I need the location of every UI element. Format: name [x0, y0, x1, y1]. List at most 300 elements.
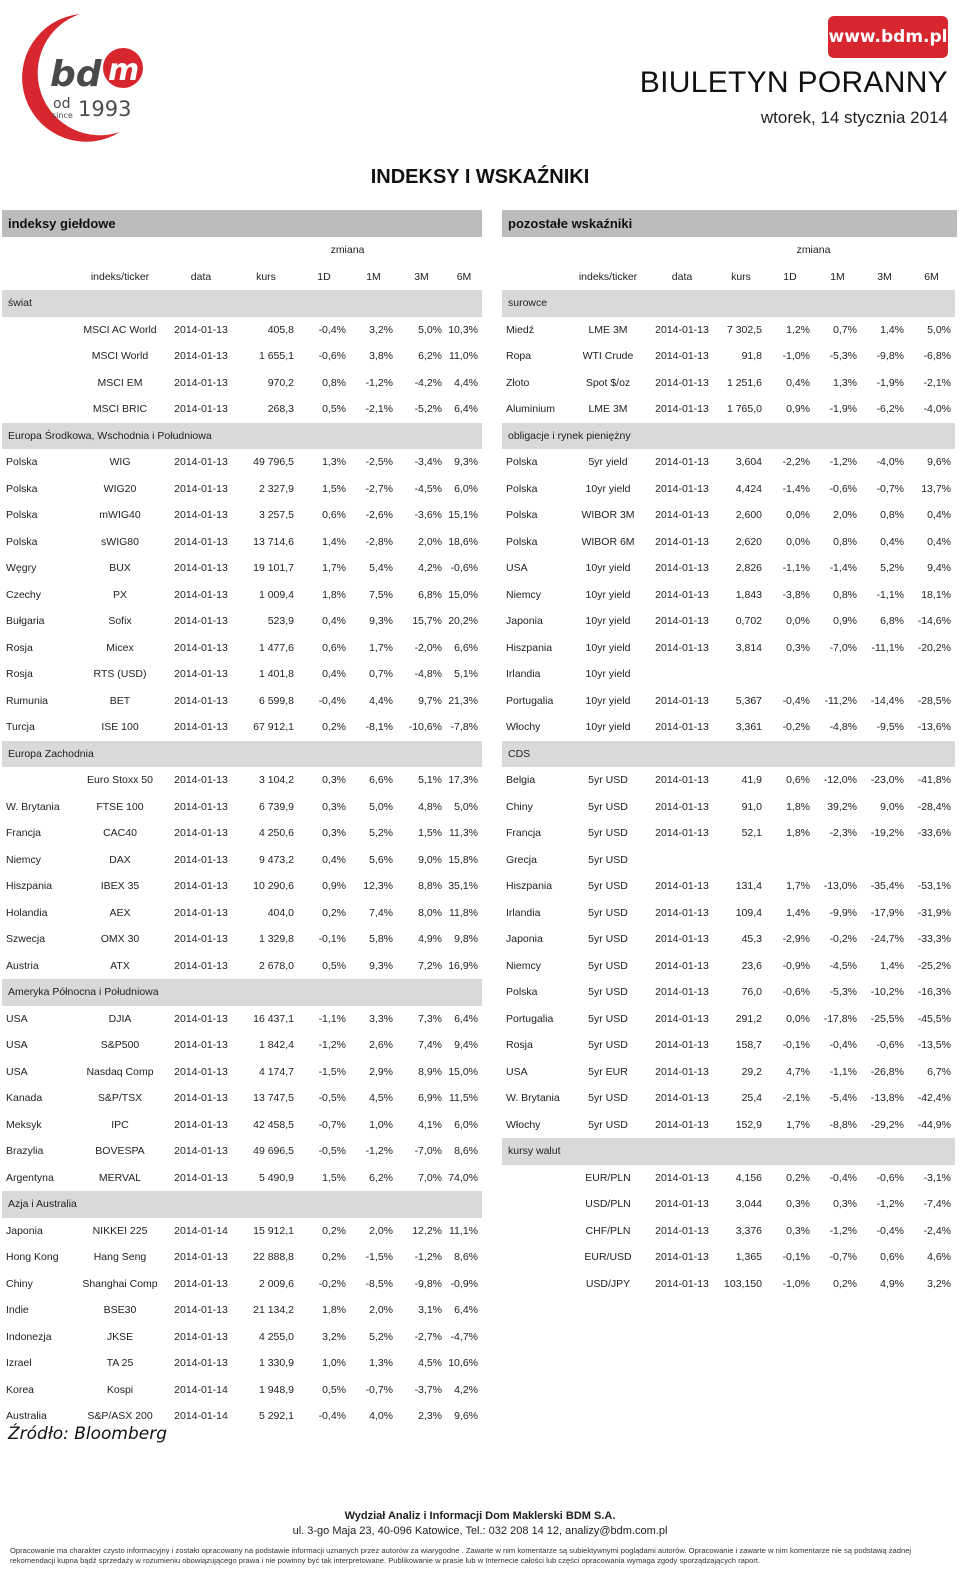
- table-row: [502, 555, 955, 582]
- price-cell: 3,361: [735, 721, 762, 734]
- table-row: [2, 582, 482, 609]
- country-cell: USA: [6, 1039, 28, 1052]
- ticker-cell: 5yr USD: [588, 880, 628, 893]
- change-1m-cell: -11,2%: [824, 694, 857, 707]
- change-3m-cell: -4,8%: [414, 668, 442, 681]
- ticker-cell: 5yr USD: [588, 933, 628, 946]
- ticker-cell: Sofix: [108, 615, 132, 628]
- change-6m-cell: 9,3%: [454, 456, 478, 469]
- change-6m-cell: 18,1%: [921, 588, 951, 601]
- ticker-cell: 5yr yield: [588, 456, 628, 469]
- table-row: [2, 767, 482, 794]
- price-cell: 1 765,0: [726, 403, 762, 416]
- change-6m-cell: 9,6%: [454, 1410, 478, 1423]
- date-cell: 2014-01-13: [655, 350, 709, 363]
- ticker-cell: EUR/USD: [584, 1251, 632, 1264]
- ticker-cell: LME 3M: [588, 323, 628, 336]
- change-1d-cell: 0,4%: [322, 668, 346, 681]
- price-cell: 6 739,9: [258, 800, 294, 813]
- date-cell: 2014-01-13: [174, 535, 228, 548]
- table-row: [2, 714, 482, 741]
- change-1d-cell: 0,5%: [322, 1383, 346, 1396]
- price-cell: [716, 661, 766, 688]
- price-cell: 291,2: [735, 1012, 762, 1025]
- change-1m-cell: 0,8%: [833, 588, 857, 601]
- country-cell: Portugalia: [506, 694, 554, 707]
- change-3m-cell: -3,6%: [414, 509, 442, 522]
- price-cell: 131,4: [735, 880, 762, 893]
- change-1m-cell: -1,5%: [365, 1251, 393, 1264]
- country-cell: [2, 396, 72, 423]
- change-3m-cell: -4,0%: [876, 456, 904, 469]
- price-cell: 16 437,1: [253, 1012, 294, 1025]
- change-1d-cell: 0,0%: [786, 509, 810, 522]
- category-row: [2, 290, 482, 317]
- change-3m-cell: -25,5%: [870, 1012, 904, 1025]
- change-3m-cell: 5,2%: [880, 562, 904, 575]
- change-1d-cell: 0,2%: [322, 1251, 346, 1264]
- country-cell: Indonezja: [6, 1330, 52, 1343]
- change-1m-cell: 12,3%: [363, 880, 393, 893]
- change-3m-cell: -1,1%: [876, 588, 904, 601]
- price-cell: 4,424: [735, 482, 762, 495]
- country-cell: Korea: [6, 1383, 35, 1396]
- date-cell: 2014-01-13: [655, 509, 709, 522]
- change-3m-cell: 7,3%: [418, 1012, 442, 1025]
- change-3m-cell: 6,2%: [418, 350, 442, 363]
- change-1d-cell: -2,9%: [782, 933, 810, 946]
- change-6m-cell: -2,4%: [923, 1224, 951, 1237]
- footer-company: Wydział Analiz i Informacji Dom Maklerski BDM S.A.: [344, 1510, 616, 1522]
- price-cell: 3 104,2: [258, 774, 294, 787]
- change-1d-cell: -0,5%: [318, 1145, 346, 1158]
- date-cell: 2014-01-13: [655, 1224, 709, 1237]
- date-cell: 2014-01-13: [174, 800, 228, 813]
- ticker-cell: 5yr USD: [588, 853, 628, 866]
- table-row: [2, 396, 482, 423]
- price-cell: 15 912,1: [253, 1224, 294, 1237]
- table-row: [2, 926, 482, 953]
- section-title: INDEKSY I WSKAŹNIKI: [370, 166, 590, 188]
- price-cell: 523,9: [267, 615, 294, 628]
- change-1m-cell: 0,7%: [369, 668, 393, 681]
- header-spacer: [648, 237, 716, 264]
- ticker-cell: 5yr USD: [588, 1118, 628, 1131]
- stock-indices-table: [2, 237, 482, 1430]
- table-row: [502, 1112, 955, 1139]
- bulletin-title: BIULETYN PORANNY: [639, 66, 948, 99]
- table-row: [2, 1006, 482, 1033]
- ticker-cell: 10yr yield: [585, 641, 631, 654]
- date-cell: [648, 847, 716, 874]
- table-row: [502, 1271, 955, 1298]
- date-cell: [648, 661, 716, 688]
- country-cell: Polska: [6, 482, 38, 495]
- price-cell: 405,8: [267, 323, 294, 336]
- change-1m-cell: 3,2%: [369, 323, 393, 336]
- date-cell: 2014-01-13: [655, 721, 709, 734]
- table-row: [502, 529, 955, 556]
- change-1m-cell: [814, 661, 861, 688]
- ticker-cell: 5yr USD: [588, 774, 628, 787]
- price-cell: 91,0: [741, 800, 762, 813]
- ticker-cell: MSCI BRIC: [92, 403, 148, 416]
- price-cell: 25,4: [741, 1092, 762, 1105]
- change-1d-cell: 1,7%: [322, 562, 346, 575]
- category-label: surowce: [502, 290, 955, 317]
- ticker-cell: 10yr yield: [585, 615, 631, 628]
- change-3m-cell: 5,0%: [418, 323, 442, 336]
- table-row: [502, 953, 955, 980]
- column-header: 1D: [783, 270, 797, 283]
- ticker-cell: Euro Stoxx 50: [87, 774, 153, 787]
- price-cell: 6 599,8: [258, 694, 294, 707]
- date-cell: 2014-01-13: [655, 906, 709, 919]
- column-header: data: [190, 270, 212, 283]
- change-3m-cell: -4,5%: [414, 482, 442, 495]
- change-1m-cell: 2,6%: [369, 1039, 393, 1052]
- change-3m-cell: -4,2%: [414, 376, 442, 389]
- category-row: [502, 423, 955, 450]
- country-cell: Meksyk: [6, 1118, 42, 1131]
- change-6m-cell: 13,7%: [921, 482, 951, 495]
- date-cell: 2014-01-13: [655, 1012, 709, 1025]
- table-row: [502, 1191, 955, 1218]
- category-row: [2, 1191, 482, 1218]
- change-6m-cell: 11,3%: [449, 827, 478, 840]
- ticker-cell: 10yr yield: [585, 588, 631, 601]
- other-indicators-table: [502, 237, 955, 1297]
- change-6m-cell: -28,4%: [917, 800, 951, 813]
- change-6m-cell: 0,4%: [927, 509, 951, 522]
- change-1m-cell: 9,3%: [369, 615, 393, 628]
- change-3m-cell: 7,4%: [418, 1039, 442, 1052]
- change-3m-cell: 4,8%: [418, 800, 442, 813]
- change-6m-cell: 11,0%: [449, 350, 478, 363]
- change-1m-cell: 5,2%: [369, 827, 393, 840]
- ticker-cell: CAC40: [103, 827, 137, 840]
- table-row: [502, 1059, 955, 1086]
- price-cell: 67 912,1: [253, 721, 294, 734]
- change-1d-cell: 0,3%: [322, 800, 346, 813]
- header-spacer: [716, 237, 766, 264]
- table-row: [2, 1350, 482, 1377]
- date-cell: 2014-01-13: [174, 1065, 228, 1078]
- change-6m-cell: 0,4%: [927, 535, 951, 548]
- table-row: [502, 1032, 955, 1059]
- country-cell: [502, 1218, 568, 1245]
- table-row: [502, 900, 955, 927]
- change-6m-cell: [908, 661, 955, 688]
- price-cell: 2,620: [735, 535, 762, 548]
- ticker-cell: 5yr USD: [588, 800, 628, 813]
- table-row: [2, 900, 482, 927]
- table-row: [2, 1244, 482, 1271]
- header-change-label: zmiana: [330, 244, 365, 257]
- table-row: [2, 1297, 482, 1324]
- change-3m-cell: 9,7%: [418, 694, 442, 707]
- price-cell: 49 696,5: [253, 1145, 294, 1158]
- country-cell: Francja: [6, 827, 42, 840]
- ticker-cell: WIG: [109, 456, 131, 469]
- ticker-cell: USD/JPY: [585, 1277, 631, 1290]
- country-cell: Rosja: [506, 1039, 533, 1052]
- ticker-cell: MSCI EM: [97, 376, 143, 389]
- change-1d-cell: -2,1%: [782, 1092, 810, 1105]
- country-cell: USA: [6, 1012, 28, 1025]
- table-row: [2, 661, 482, 688]
- date-cell: 2014-01-13: [655, 482, 709, 495]
- ticker-cell: JKSE: [106, 1330, 134, 1343]
- change-1m-cell: -13,0%: [823, 880, 857, 893]
- table-row: [502, 635, 955, 662]
- change-1d-cell: 1,4%: [786, 906, 810, 919]
- price-cell: 3 257,5: [258, 509, 294, 522]
- ticker-cell: 5yr USD: [588, 959, 628, 972]
- price-cell: 3,044: [735, 1198, 762, 1211]
- change-1d-cell: 0,3%: [322, 774, 346, 787]
- table-row: [2, 1112, 482, 1139]
- change-1m-cell: -2,7%: [365, 482, 393, 495]
- country-cell: Rumunia: [6, 694, 49, 707]
- ticker-cell: WTI Crude: [582, 350, 634, 363]
- change-6m-cell: 5,0%: [927, 323, 951, 336]
- change-6m-cell: 6,4%: [454, 403, 478, 416]
- change-6m-cell: -4,0%: [923, 403, 951, 416]
- change-1m-cell: 39,2%: [827, 800, 857, 813]
- table-row: [2, 1218, 482, 1245]
- ticker-cell: WIBOR 3M: [581, 509, 635, 522]
- change-3m-cell: -19,2%: [870, 827, 904, 840]
- price-cell: 76,0: [741, 986, 762, 999]
- ticker-cell: EUR/PLN: [585, 1171, 631, 1184]
- country-cell: Grecja: [506, 853, 537, 866]
- change-1m-cell: -2,1%: [365, 403, 393, 416]
- change-6m-cell: 15,8%: [448, 853, 478, 866]
- change-1m-cell: 3,8%: [369, 350, 393, 363]
- ticker-cell: BOVESPA: [95, 1145, 145, 1158]
- country-cell: Polska: [6, 456, 38, 469]
- table-row: [502, 476, 955, 503]
- country-cell: Japonia: [6, 1224, 43, 1237]
- change-1d-cell: 1,8%: [322, 1304, 346, 1317]
- date-cell: 2014-01-13: [655, 1092, 709, 1105]
- header-spacer: [908, 237, 955, 264]
- change-1d-cell: -0,4%: [318, 323, 346, 336]
- column-header: kurs: [256, 270, 276, 283]
- table-row: [502, 1218, 955, 1245]
- table-row: [502, 688, 955, 715]
- ticker-cell: NIKKEI 225: [92, 1224, 148, 1237]
- table-row: [502, 661, 955, 688]
- header-spacer: [72, 237, 168, 264]
- category-row: [2, 979, 482, 1006]
- country-cell: [502, 1244, 568, 1271]
- country-cell: [502, 1191, 568, 1218]
- change-6m-cell: -53,1%: [917, 880, 951, 893]
- change-1d-cell: 1,0%: [322, 1357, 346, 1370]
- price-cell: 3,814: [735, 641, 762, 654]
- price-cell: 13 747,5: [253, 1092, 294, 1105]
- change-6m-cell: 5,0%: [454, 800, 478, 813]
- change-1d-cell: 0,6%: [322, 641, 346, 654]
- change-3m-cell: 0,6%: [880, 1251, 904, 1264]
- country-cell: Niemcy: [506, 959, 542, 972]
- country-cell: Włochy: [506, 1118, 541, 1131]
- table-row: [502, 502, 955, 529]
- date-cell: 2014-01-14: [174, 1383, 228, 1396]
- ticker-cell: ATX: [110, 959, 130, 972]
- change-1d-cell: -0,4%: [782, 694, 810, 707]
- price-cell: 152,9: [735, 1118, 762, 1131]
- bdm-logo: [10, 8, 150, 143]
- price-cell: 23,6: [741, 959, 762, 972]
- change-1d-cell: -1,0%: [782, 350, 810, 363]
- country-cell: USA: [6, 1065, 28, 1078]
- ticker-cell: 5yr USD: [588, 1092, 628, 1105]
- date-cell: 2014-01-13: [174, 482, 228, 495]
- change-3m-cell: -10,2%: [870, 986, 904, 999]
- change-1d-cell: 1,8%: [786, 827, 810, 840]
- ticker-cell: DAX: [109, 853, 131, 866]
- date-cell: 2014-01-13: [174, 1118, 228, 1131]
- price-cell: 1,365: [735, 1251, 762, 1264]
- change-1d-cell: -0,6%: [782, 986, 810, 999]
- table-row: [2, 343, 482, 370]
- change-1d-cell: 4,7%: [786, 1065, 810, 1078]
- change-1m-cell: -9,9%: [829, 906, 857, 919]
- change-6m-cell: 74,0%: [448, 1171, 478, 1184]
- price-cell: 158,7: [735, 1039, 762, 1052]
- table-row: [502, 1244, 955, 1271]
- table-row: [502, 370, 955, 397]
- price-cell: 2 009,6: [258, 1277, 294, 1290]
- country-cell: Aluminium: [506, 403, 556, 416]
- change-3m-cell: -9,8%: [876, 350, 904, 363]
- date-cell: 2014-01-13: [655, 641, 709, 654]
- category-row: [502, 1138, 955, 1165]
- table-row: [2, 370, 482, 397]
- change-1d-cell: 0,6%: [322, 509, 346, 522]
- change-6m-cell: 6,0%: [454, 482, 478, 495]
- date-cell: 2014-01-13: [174, 1171, 228, 1184]
- ticker-cell: FTSE 100: [96, 800, 144, 813]
- table-row: [2, 502, 482, 529]
- change-6m-cell: -33,3%: [917, 933, 951, 946]
- ticker-cell: 10yr yield: [585, 562, 631, 575]
- change-3m-cell: 6,9%: [418, 1092, 442, 1105]
- country-cell: Rosja: [6, 668, 33, 681]
- change-6m-cell: -3,1%: [923, 1171, 951, 1184]
- change-1d-cell: -1,4%: [782, 482, 810, 495]
- change-1m-cell: 7,4%: [369, 906, 393, 919]
- date-cell: 2014-01-13: [655, 827, 709, 840]
- change-3m-cell: 2,3%: [418, 1410, 442, 1423]
- change-6m-cell: -13,5%: [917, 1039, 951, 1052]
- change-1m-cell: -1,2%: [365, 1145, 393, 1158]
- change-3m-cell: 0,4%: [880, 535, 904, 548]
- change-1m-cell: 1,7%: [369, 641, 393, 654]
- header-spacer: [861, 237, 908, 264]
- country-cell: Niemcy: [6, 853, 42, 866]
- website-badge[interactable]: www.bdm.pl: [828, 16, 948, 58]
- ticker-cell: 5yr USD: [588, 827, 628, 840]
- ticker-cell: LME 3M: [588, 403, 628, 416]
- ticker-cell: ISE 100: [101, 721, 139, 734]
- country-cell: Czechy: [6, 588, 42, 601]
- ticker-cell: USD/PLN: [585, 1198, 631, 1211]
- ticker-cell: RTS (USD): [93, 668, 147, 681]
- ticker-cell: 10yr yield: [585, 721, 631, 734]
- change-6m-cell: 4,2%: [454, 1383, 478, 1396]
- ticker-cell: Hang Seng: [93, 1251, 147, 1264]
- change-3m-cell: [861, 847, 908, 874]
- svg-text:1993: 1993: [78, 97, 132, 121]
- change-1m-cell: -1,4%: [829, 562, 857, 575]
- change-1d-cell: 0,9%: [322, 880, 346, 893]
- price-cell: 970,2: [267, 376, 294, 389]
- ticker-cell: mWIG40: [99, 509, 141, 522]
- country-cell: Portugalia: [506, 1012, 554, 1025]
- change-1d-cell: 0,4%: [786, 376, 810, 389]
- change-1m-cell: 1,3%: [833, 376, 857, 389]
- table-row: [502, 582, 955, 609]
- date-cell: 2014-01-13: [655, 588, 709, 601]
- stock-indices-panel-title: indeksy giełdowe: [2, 210, 482, 237]
- price-cell: 4 250,6: [258, 827, 294, 840]
- table-row: [2, 1271, 482, 1298]
- country-cell: Ropa: [506, 350, 532, 363]
- bdm-logo-graphic: [10, 8, 150, 143]
- change-3m-cell: -3,4%: [414, 456, 442, 469]
- change-6m-cell: 11,1%: [449, 1224, 478, 1237]
- ticker-cell: 5yr EUR: [588, 1065, 628, 1078]
- table-row: [502, 820, 955, 847]
- change-1m-cell: -4,5%: [829, 959, 857, 972]
- price-cell: 103,150: [724, 1277, 762, 1290]
- change-3m-cell: -24,7%: [870, 933, 904, 946]
- country-cell: Polska: [6, 509, 38, 522]
- change-1m-cell: 1,0%: [369, 1118, 393, 1131]
- change-6m-cell: -44,9%: [917, 1118, 951, 1131]
- ticker-cell: 10yr yield: [585, 482, 631, 495]
- ticker-cell: TA 25: [106, 1357, 134, 1370]
- table-row: [2, 847, 482, 874]
- ticker-cell: PX: [112, 588, 127, 601]
- ticker-cell: AEX: [109, 906, 131, 919]
- country-cell: Bułgaria: [6, 615, 45, 628]
- header-spacer: [568, 237, 648, 264]
- price-cell: 2,826: [735, 562, 762, 575]
- change-6m-cell: 35,1%: [448, 880, 478, 893]
- table-row: [2, 1138, 482, 1165]
- change-1m-cell: -4,8%: [829, 721, 857, 734]
- price-cell: 42 458,5: [253, 1118, 294, 1131]
- ticker-cell: S&P500: [100, 1039, 140, 1052]
- change-3m-cell: -29,2%: [870, 1118, 904, 1131]
- price-cell: 1 842,4: [258, 1039, 294, 1052]
- date-cell: 2014-01-13: [174, 721, 228, 734]
- other-indicators-panel-title: pozostałe wskaźniki: [502, 210, 957, 237]
- change-6m-cell: -0,9%: [450, 1277, 478, 1290]
- change-6m-cell: 6,6%: [454, 641, 478, 654]
- change-6m-cell: 11,8%: [449, 906, 478, 919]
- change-3m-cell: -6,2%: [876, 403, 904, 416]
- table-row: [2, 1324, 482, 1351]
- change-1m-cell: 9,3%: [369, 959, 393, 972]
- table-row: [502, 449, 955, 476]
- country-cell: Japonia: [506, 933, 543, 946]
